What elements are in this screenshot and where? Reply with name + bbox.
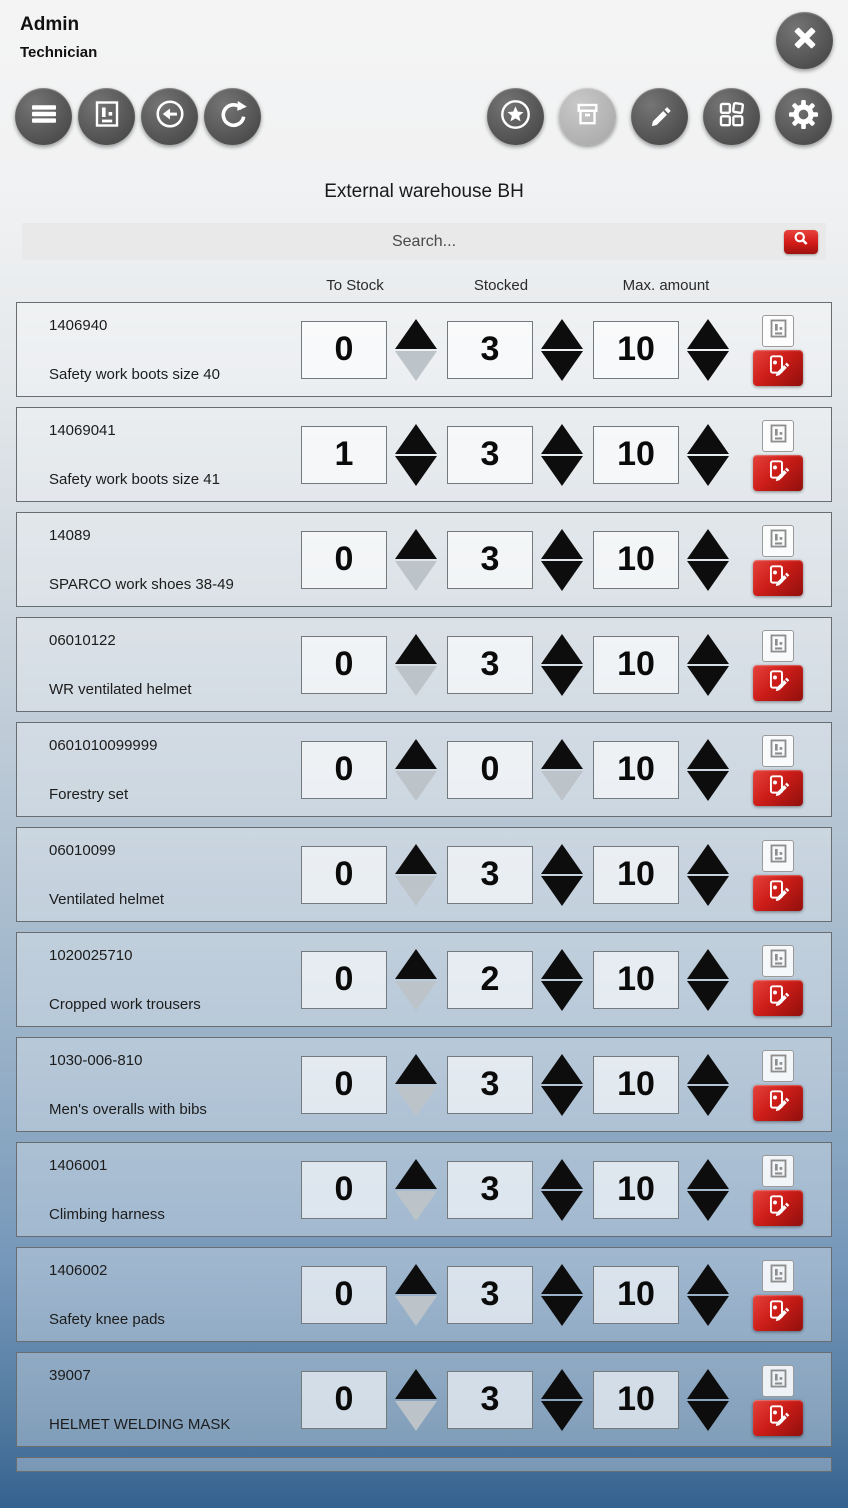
row-actions bbox=[739, 828, 831, 921]
edit-document-pencil-icon bbox=[763, 1299, 793, 1328]
to-stock-input[interactable]: 0 bbox=[301, 1056, 387, 1114]
archive-box-icon bbox=[572, 99, 603, 135]
report-document-icon bbox=[768, 1368, 789, 1394]
close-icon bbox=[789, 22, 821, 59]
refresh-button[interactable] bbox=[204, 88, 261, 145]
row-report-button[interactable] bbox=[762, 945, 794, 977]
item-name: Men's overalls with bibs bbox=[49, 1100, 207, 1118]
hamburger-icon bbox=[29, 99, 59, 134]
max-amount-stepper bbox=[593, 423, 729, 487]
item-texts bbox=[49, 1157, 301, 1223]
max-amount-input[interactable]: 10 bbox=[593, 846, 679, 904]
max-amount-decrement-button[interactable] bbox=[687, 666, 729, 696]
row-edit-button[interactable] bbox=[753, 770, 803, 806]
max-amount-decrement-button[interactable] bbox=[687, 876, 729, 906]
stocked-decrement-button[interactable] bbox=[541, 1296, 583, 1326]
max-amount-stepper bbox=[593, 948, 729, 1012]
row-report-button[interactable] bbox=[762, 1155, 794, 1187]
to-stock-stepper bbox=[301, 318, 437, 382]
max-amount-stepper bbox=[593, 738, 729, 802]
inventory-row bbox=[16, 617, 832, 712]
to-stock-input[interactable]: 0 bbox=[301, 951, 387, 1009]
row-report-button[interactable] bbox=[762, 630, 794, 662]
grid-icon bbox=[716, 99, 747, 135]
max-amount-increment-button[interactable] bbox=[687, 319, 729, 349]
row-edit-button[interactable] bbox=[753, 665, 803, 701]
to-stock-input[interactable]: 0 bbox=[301, 531, 387, 589]
row-actions bbox=[739, 1038, 831, 1131]
to-stock-stepper bbox=[301, 1368, 437, 1432]
inventory-row bbox=[16, 302, 832, 397]
column-stocked: Stocked bbox=[473, 277, 529, 294]
stocked-stepper bbox=[447, 948, 583, 1012]
row-report-button[interactable] bbox=[762, 1365, 794, 1397]
row-report-button[interactable] bbox=[762, 1050, 794, 1082]
report-document-icon bbox=[768, 843, 789, 869]
stocked-increment-button[interactable] bbox=[541, 634, 583, 664]
steppers bbox=[301, 318, 739, 382]
report-button[interactable] bbox=[78, 88, 135, 145]
stocked-input[interactable]: 0 bbox=[447, 741, 533, 799]
inventory-row bbox=[16, 932, 832, 1027]
inventory-row bbox=[16, 1037, 832, 1132]
stocked-decrement-button[interactable] bbox=[541, 876, 583, 906]
max-amount-decrement-button[interactable] bbox=[687, 1191, 729, 1221]
stocked-input[interactable]: 3 bbox=[447, 531, 533, 589]
report-document-icon bbox=[768, 423, 789, 449]
toolbar bbox=[0, 88, 848, 145]
column-headers bbox=[0, 277, 848, 295]
to-stock-input[interactable]: 0 bbox=[301, 636, 387, 694]
pencil-icon bbox=[644, 99, 675, 135]
to-stock-input[interactable]: 0 bbox=[301, 1371, 387, 1429]
stocked-decrement-button[interactable] bbox=[541, 456, 583, 486]
to-stock-increment-button[interactable] bbox=[395, 529, 437, 559]
user-name: Admin bbox=[20, 14, 80, 35]
edit-document-pencil-icon bbox=[763, 879, 793, 908]
to-stock-input[interactable]: 0 bbox=[301, 846, 387, 904]
steppers bbox=[301, 1158, 739, 1222]
row-edit-button[interactable] bbox=[753, 1085, 803, 1121]
stocked-stepper bbox=[447, 843, 583, 907]
row-actions bbox=[739, 618, 831, 711]
max-amount-stepper bbox=[593, 318, 729, 382]
max-amount-increment-button[interactable] bbox=[687, 1054, 729, 1084]
to-stock-input[interactable]: 1 bbox=[301, 426, 387, 484]
stocked-stepper bbox=[447, 1263, 583, 1327]
stocked-stepper bbox=[447, 1158, 583, 1222]
to-stock-decrement-button[interactable] bbox=[395, 1296, 437, 1326]
report-document-icon bbox=[768, 528, 789, 554]
to-stock-decrement-button[interactable] bbox=[395, 561, 437, 591]
to-stock-decrement-button[interactable] bbox=[395, 456, 437, 486]
to-stock-stepper bbox=[301, 423, 437, 487]
inventory-list-overflow bbox=[16, 1457, 832, 1472]
report-document-icon bbox=[768, 1053, 789, 1079]
to-stock-stepper bbox=[301, 1158, 437, 1222]
item-texts bbox=[49, 1052, 301, 1118]
item-name: Safety work boots size 40 bbox=[49, 365, 220, 383]
item-code: 1406002 bbox=[49, 1261, 108, 1279]
stocked-stepper bbox=[447, 738, 583, 802]
edit-document-pencil-icon bbox=[763, 669, 793, 698]
edit-document-pencil-icon bbox=[763, 1089, 793, 1118]
row-actions bbox=[739, 1353, 831, 1446]
stocked-stepper bbox=[447, 1368, 583, 1432]
edit-document-pencil-icon bbox=[763, 564, 793, 593]
item-code: 14069041 bbox=[49, 421, 116, 439]
max-amount-stepper bbox=[593, 1158, 729, 1222]
to-stock-decrement-button[interactable] bbox=[395, 1191, 437, 1221]
stocked-increment-button[interactable] bbox=[541, 1054, 583, 1084]
max-amount-input[interactable]: 10 bbox=[593, 321, 679, 379]
search-button[interactable] bbox=[784, 230, 818, 254]
row-edit-button[interactable] bbox=[753, 1190, 803, 1226]
max-amount-input[interactable]: 10 bbox=[593, 741, 679, 799]
item-texts bbox=[49, 737, 301, 803]
row-edit-button[interactable] bbox=[753, 980, 803, 1016]
inventory-row bbox=[16, 722, 832, 817]
item-name: Climbing harness bbox=[49, 1205, 165, 1223]
stocked-stepper bbox=[447, 1053, 583, 1117]
max-amount-decrement-button[interactable] bbox=[687, 561, 729, 591]
steppers bbox=[301, 633, 739, 697]
max-amount-increment-button[interactable] bbox=[687, 1264, 729, 1294]
max-amount-input[interactable]: 10 bbox=[593, 636, 679, 694]
max-amount-stepper bbox=[593, 1263, 729, 1327]
max-amount-input[interactable]: 10 bbox=[593, 426, 679, 484]
item-texts bbox=[49, 632, 301, 698]
stocked-increment-button[interactable] bbox=[541, 1264, 583, 1294]
archive-button[interactable] bbox=[559, 88, 616, 145]
edit-document-pencil-icon bbox=[763, 774, 793, 803]
stocked-decrement-button[interactable] bbox=[541, 1086, 583, 1116]
row-actions bbox=[739, 303, 831, 396]
to-stock-decrement-button[interactable] bbox=[395, 981, 437, 1011]
to-stock-stepper bbox=[301, 1053, 437, 1117]
back-button[interactable] bbox=[141, 88, 198, 145]
max-amount-input[interactable]: 10 bbox=[593, 951, 679, 1009]
to-stock-input[interactable]: 0 bbox=[301, 1161, 387, 1219]
item-texts bbox=[49, 527, 301, 593]
stocked-input[interactable]: 3 bbox=[447, 426, 533, 484]
star-circle-icon bbox=[499, 98, 532, 136]
steppers bbox=[301, 1263, 739, 1327]
stocked-increment-button[interactable] bbox=[541, 844, 583, 874]
inventory-row bbox=[16, 827, 832, 922]
max-amount-decrement-button[interactable] bbox=[687, 1296, 729, 1326]
stocked-decrement-button[interactable] bbox=[541, 1401, 583, 1431]
item-name: Cropped work trousers bbox=[49, 995, 201, 1013]
row-report-button[interactable] bbox=[762, 1260, 794, 1292]
steppers bbox=[301, 528, 739, 592]
item-texts bbox=[49, 317, 301, 383]
item-texts bbox=[49, 947, 301, 1013]
max-amount-increment-button[interactable] bbox=[687, 529, 729, 559]
user-role: Technician bbox=[20, 44, 98, 61]
steppers bbox=[301, 948, 739, 1012]
item-code: 14089 bbox=[49, 526, 91, 544]
stocked-input[interactable]: 3 bbox=[447, 636, 533, 694]
to-stock-decrement-button[interactable] bbox=[395, 351, 437, 381]
stocked-input[interactable]: 2 bbox=[447, 951, 533, 1009]
to-stock-input[interactable]: 0 bbox=[301, 1266, 387, 1324]
max-amount-input[interactable]: 10 bbox=[593, 531, 679, 589]
to-stock-decrement-button[interactable] bbox=[395, 771, 437, 801]
item-code: 06010099 bbox=[49, 841, 116, 859]
favorites-button[interactable] bbox=[487, 88, 544, 145]
stocked-stepper bbox=[447, 318, 583, 382]
row-edit-button[interactable] bbox=[753, 1400, 803, 1436]
inventory-row bbox=[16, 512, 832, 607]
max-amount-increment-button[interactable] bbox=[687, 424, 729, 454]
item-code: 1406940 bbox=[49, 316, 108, 334]
max-amount-increment-button[interactable] bbox=[687, 739, 729, 769]
row-edit-button[interactable] bbox=[753, 1295, 803, 1331]
magnifier-icon bbox=[791, 229, 811, 254]
stocked-input[interactable]: 3 bbox=[447, 321, 533, 379]
steppers bbox=[301, 1368, 739, 1432]
stocked-stepper bbox=[447, 633, 583, 697]
item-name: SPARCO work shoes 38-49 bbox=[49, 575, 234, 593]
item-texts bbox=[49, 1262, 301, 1328]
to-stock-increment-button[interactable] bbox=[395, 1369, 437, 1399]
row-report-button[interactable] bbox=[762, 840, 794, 872]
stocked-decrement-button[interactable] bbox=[541, 561, 583, 591]
row-actions bbox=[739, 1248, 831, 1341]
row-actions bbox=[739, 408, 831, 501]
max-amount-decrement-button[interactable] bbox=[687, 351, 729, 381]
stocked-increment-button[interactable] bbox=[541, 1369, 583, 1399]
item-texts bbox=[49, 1367, 301, 1433]
inventory-list bbox=[16, 302, 832, 1447]
steppers bbox=[301, 738, 739, 802]
item-texts bbox=[49, 422, 301, 488]
inventory-row-partial bbox=[16, 1457, 832, 1472]
item-name: Ventilated helmet bbox=[49, 890, 165, 908]
max-amount-input[interactable]: 10 bbox=[593, 1056, 679, 1114]
row-report-button[interactable] bbox=[762, 735, 794, 767]
report-document-icon bbox=[92, 99, 122, 134]
edit-document-pencil-icon bbox=[763, 1194, 793, 1223]
to-stock-increment-button[interactable] bbox=[395, 949, 437, 979]
refresh-icon bbox=[217, 98, 249, 135]
stocked-input[interactable]: 3 bbox=[447, 1371, 533, 1429]
row-edit-button[interactable] bbox=[753, 875, 803, 911]
max-amount-increment-button[interactable] bbox=[687, 949, 729, 979]
column-max-amount: Max. amount bbox=[622, 277, 710, 294]
to-stock-stepper bbox=[301, 843, 437, 907]
steppers bbox=[301, 423, 739, 487]
inventory-row bbox=[16, 407, 832, 502]
to-stock-increment-button[interactable] bbox=[395, 424, 437, 454]
inventory-row bbox=[16, 1352, 832, 1447]
report-document-icon bbox=[768, 633, 789, 659]
item-name: WR ventilated helmet bbox=[49, 680, 192, 698]
row-edit-button[interactable] bbox=[753, 350, 803, 386]
max-amount-increment-button[interactable] bbox=[687, 1369, 729, 1399]
edit-button[interactable] bbox=[631, 88, 688, 145]
apps-button[interactable] bbox=[703, 88, 760, 145]
to-stock-increment-button[interactable] bbox=[395, 1264, 437, 1294]
arrow-left-circle-icon bbox=[154, 98, 186, 135]
stocked-input[interactable]: 3 bbox=[447, 1056, 533, 1114]
item-texts bbox=[49, 842, 301, 908]
max-amount-input[interactable]: 10 bbox=[593, 1161, 679, 1219]
to-stock-decrement-button[interactable] bbox=[395, 876, 437, 906]
item-name: Forestry set bbox=[49, 785, 129, 803]
row-actions bbox=[739, 723, 831, 816]
stocked-input[interactable]: 3 bbox=[447, 846, 533, 904]
gear-icon bbox=[787, 98, 820, 136]
item-code: 1030-006-810 bbox=[49, 1051, 143, 1069]
stocked-decrement-button[interactable] bbox=[541, 666, 583, 696]
stocked-increment-button[interactable] bbox=[541, 424, 583, 454]
row-report-button[interactable] bbox=[762, 315, 794, 347]
stocked-increment-button[interactable] bbox=[541, 949, 583, 979]
to-stock-increment-button[interactable] bbox=[395, 634, 437, 664]
row-edit-button[interactable] bbox=[753, 455, 803, 491]
item-name: Safety work boots size 41 bbox=[49, 470, 220, 488]
edit-document-pencil-icon bbox=[763, 459, 793, 488]
stocked-increment-button[interactable] bbox=[541, 1159, 583, 1189]
steppers bbox=[301, 1053, 739, 1117]
row-actions bbox=[739, 513, 831, 606]
to-stock-increment-button[interactable] bbox=[395, 1159, 437, 1189]
stocked-decrement-button[interactable] bbox=[541, 771, 583, 801]
inventory-row bbox=[16, 1247, 832, 1342]
edit-document-pencil-icon bbox=[763, 1404, 793, 1433]
to-stock-increment-button[interactable] bbox=[395, 1054, 437, 1084]
to-stock-increment-button[interactable] bbox=[395, 844, 437, 874]
search-input[interactable] bbox=[22, 223, 826, 260]
max-amount-decrement-button[interactable] bbox=[687, 456, 729, 486]
row-report-button[interactable] bbox=[762, 420, 794, 452]
to-stock-stepper bbox=[301, 948, 437, 1012]
menu-button[interactable] bbox=[15, 88, 72, 145]
row-actions bbox=[739, 933, 831, 1026]
column-to-stock: To Stock bbox=[326, 277, 384, 294]
item-code: 0601010099999 bbox=[49, 736, 158, 754]
item-name: HELMET WELDING MASK bbox=[49, 1415, 231, 1433]
to-stock-increment-button[interactable] bbox=[395, 739, 437, 769]
row-report-button[interactable] bbox=[762, 525, 794, 557]
edit-document-pencil-icon bbox=[763, 354, 793, 383]
close-button[interactable] bbox=[776, 12, 833, 69]
row-actions bbox=[739, 1143, 831, 1236]
to-stock-increment-button[interactable] bbox=[395, 319, 437, 349]
edit-document-pencil-icon bbox=[763, 984, 793, 1013]
max-amount-decrement-button[interactable] bbox=[687, 771, 729, 801]
row-edit-button[interactable] bbox=[753, 560, 803, 596]
to-stock-stepper bbox=[301, 738, 437, 802]
max-amount-stepper bbox=[593, 1368, 729, 1432]
max-amount-stepper bbox=[593, 633, 729, 697]
page-title: External warehouse BH bbox=[324, 181, 524, 202]
max-amount-input[interactable]: 10 bbox=[593, 1371, 679, 1429]
stocked-decrement-button[interactable] bbox=[541, 351, 583, 381]
max-amount-increment-button[interactable] bbox=[687, 844, 729, 874]
max-amount-stepper bbox=[593, 843, 729, 907]
stocked-decrement-button[interactable] bbox=[541, 981, 583, 1011]
max-amount-increment-button[interactable] bbox=[687, 634, 729, 664]
max-amount-decrement-button[interactable] bbox=[687, 1401, 729, 1431]
stocked-stepper bbox=[447, 528, 583, 592]
stocked-decrement-button[interactable] bbox=[541, 1191, 583, 1221]
steppers bbox=[301, 843, 739, 907]
max-amount-decrement-button[interactable] bbox=[687, 1086, 729, 1116]
max-amount-stepper bbox=[593, 1053, 729, 1117]
to-stock-stepper bbox=[301, 633, 437, 697]
max-amount-decrement-button[interactable] bbox=[687, 981, 729, 1011]
search-bar bbox=[22, 223, 826, 260]
to-stock-stepper bbox=[301, 528, 437, 592]
stocked-increment-button[interactable] bbox=[541, 739, 583, 769]
report-document-icon bbox=[768, 318, 789, 344]
stocked-increment-button[interactable] bbox=[541, 319, 583, 349]
item-code: 1020025710 bbox=[49, 946, 133, 964]
stocked-input[interactable]: 3 bbox=[447, 1266, 533, 1324]
header bbox=[0, 0, 848, 76]
item-code: 1406001 bbox=[49, 1156, 108, 1174]
report-document-icon bbox=[768, 1263, 789, 1289]
settings-button[interactable] bbox=[775, 88, 832, 145]
to-stock-decrement-button[interactable] bbox=[395, 1401, 437, 1431]
item-name: Safety knee pads bbox=[49, 1310, 165, 1328]
max-amount-stepper bbox=[593, 528, 729, 592]
report-document-icon bbox=[768, 738, 789, 764]
max-amount-input[interactable]: 10 bbox=[593, 1266, 679, 1324]
to-stock-input[interactable]: 0 bbox=[301, 321, 387, 379]
report-document-icon bbox=[768, 1158, 789, 1184]
to-stock-input[interactable]: 0 bbox=[301, 741, 387, 799]
to-stock-decrement-button[interactable] bbox=[395, 666, 437, 696]
inventory-row bbox=[16, 1142, 832, 1237]
to-stock-decrement-button[interactable] bbox=[395, 1086, 437, 1116]
stocked-input[interactable]: 3 bbox=[447, 1161, 533, 1219]
item-code: 06010122 bbox=[49, 631, 116, 649]
stocked-stepper bbox=[447, 423, 583, 487]
max-amount-increment-button[interactable] bbox=[687, 1159, 729, 1189]
to-stock-stepper bbox=[301, 1263, 437, 1327]
stocked-increment-button[interactable] bbox=[541, 529, 583, 559]
report-document-icon bbox=[768, 948, 789, 974]
item-code: 39007 bbox=[49, 1366, 91, 1384]
